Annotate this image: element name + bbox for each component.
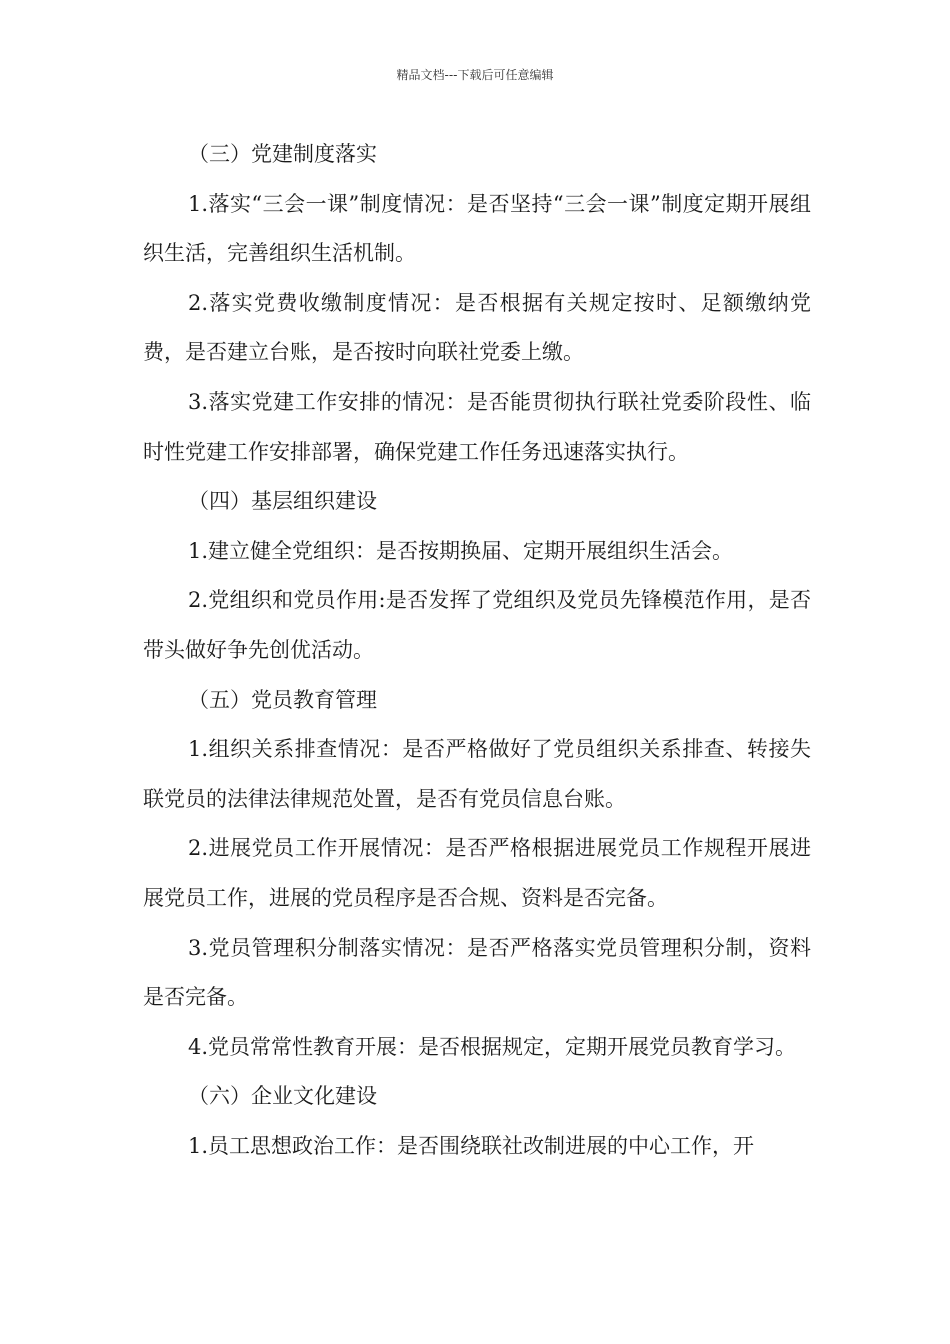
section-heading-6: （六）企业文化建设 <box>188 1084 377 1109</box>
paragraph: 1.建立健全党组织：是否按期换届、定期开展组织生活会。 <box>188 538 734 563</box>
paragraph: 3.落实党建工作安排的情况：是否能贯彻执行联社党委阶段性、临时性党建工作安排部署，确保党建工作任务迅速落实执行。 <box>143 389 811 464</box>
paragraph: 1.落实“三会一课”制度情况：是否坚持“三会一课”制度定期开展组织生活，完善组织生活机制。 <box>143 191 811 266</box>
paragraph: 2.进展党员工作开展情况：是否严格根据进展党员工作规程开展进展党员工作，进展的党员程序是否合规、资料是否完备。 <box>143 836 811 910</box>
paragraph: 3.党员管理积分制落实情况：是否严格落实党员管理积分制，资料是否完备。 <box>143 935 811 1010</box>
paragraph: 4.党员常常性教育开展：是否根据规定，定期开展党员教育学习。 <box>188 1034 797 1059</box>
page-header: 精品文档---下载后可任意编辑 <box>396 68 554 82</box>
paragraph: 1.组织关系排查情况：是否严格做好了党员组织关系排查、转接失联党员的法律法律规范处置，是否有党员信息台账。 <box>143 737 811 811</box>
paragraph: 2.党组织和党员作用:是否发挥了党组织及党员先锋模范作用，是否带头做好争先创优活动。 <box>143 588 811 662</box>
paragraph: 2.落实党费收缴制度情况：是否根据有关规定按时、足额缴纳党费，是否建立台账，是否按时向联社党委上缴。 <box>143 290 811 365</box>
document-body <box>143 130 811 1171</box>
section-heading-4: （四）基层组织建设 <box>188 489 377 514</box>
section-heading-3: （三）党建制度落实 <box>188 142 377 166</box>
paragraph: 1.员工思想政治工作：是否围绕联社改制进展的中心工作，开 <box>188 1133 755 1158</box>
section-heading-5: （五）党员教育管理 <box>188 687 377 712</box>
